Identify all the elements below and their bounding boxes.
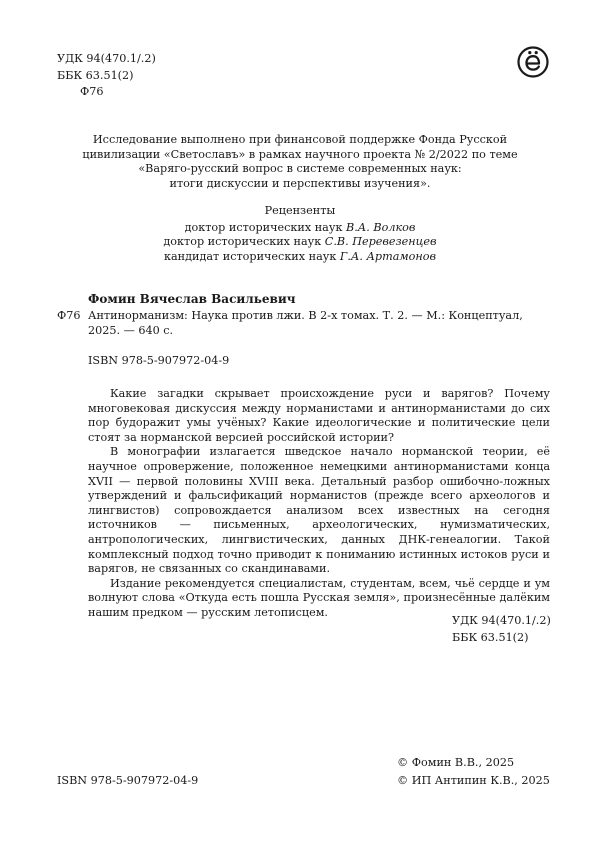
reviewer-line (0, 235, 600, 250)
reviewer-title: доктор исторических наук (184, 220, 343, 234)
grant-line: Исследование выполнено при финансовой поддержке Фонда Русской (92, 133, 508, 146)
copyright-line: © ИП Антипин К.В., 2025 (397, 773, 550, 787)
entry-author-mark: Ф76 (57, 309, 81, 322)
reviewers-heading: Рецензенты (264, 204, 336, 217)
grant-line: «Варяго-русский вопрос в системе современных наук: (138, 162, 462, 176)
citation (88, 309, 558, 338)
grant-line: цивилизации «Светославъ» в рамках научного проекта № 2/2022 по теме (82, 147, 518, 161)
author-name: Фомин Вячеслав Васильевич (88, 292, 296, 306)
reviewer-title: кандидат исторических наук (164, 249, 337, 263)
abstract-paragraph: Какие загадки скрывает происхождение руси и варягов? Почему многовековая дискуссия между норманистами и антинорманистами до сих пор будоражит умы учёных? Какие идеологические и политические цели стоят за норманской версией российской истории? (88, 387, 550, 444)
yo-letter-logo-icon (517, 46, 549, 78)
reviewer-name: Г.А. Артамонов (339, 249, 436, 263)
reviewer-title: доктор исторических наук (163, 235, 322, 249)
classification-codes (57, 52, 156, 102)
bbk-code: ББК 63.51(2) (57, 68, 134, 82)
grant-line: итоги дискуссии и перспективы изучения». (169, 176, 431, 190)
abstract-paragraph: Издание рекомендуется специалистам, студентам, всем, чьё сердце и ум волнуют слова «Откуда есть пошла Русская земля», произнесённые далёким нашим предком — русским летописцем. (88, 576, 550, 619)
abstract-paragraph: В монографии излагается шведское начало норманской теории, её научное опровержение, положенное немецкими антинорманистами конца XVII — первой половины XVIII века. Детальный разбор ошибочно-ложных утверждений и фальсификаций норманистов (прежде всего археологов и лингвистов) сопровождается анализом всех известных на сегодня источников — письменных, археологических, нумизматических, антропологических, лингвистических, данных ДНК-генеалогии. Такой комплексный подход точно приводит к пониманию истинных истоков руси и варягов, не связанных со скандинавами. (88, 445, 550, 576)
reviewer-line (0, 250, 600, 265)
copyright-line: © Фомин В.В., 2025 (397, 756, 515, 769)
citation-line: Антинорманизм: Наука против лжи. В 2-х томах. Т. 2. — М.: Концептуал, (88, 309, 523, 322)
reviewers-block (0, 204, 600, 264)
entry-isbn: ISBN 978-5-907972-04-9 (88, 354, 230, 367)
abstract (88, 387, 550, 621)
grant-statement (0, 133, 600, 191)
udk-code: УДК 94(470.1/.2) (57, 52, 156, 65)
reviewer-name: С.В. Перевезенцев (324, 235, 437, 249)
reviewer-line (0, 221, 600, 236)
author-mark: Ф76 (80, 85, 104, 98)
footer-udk: УДК 94(470.1/.2) (452, 614, 551, 627)
reviewer-name: В.А. Волков (346, 220, 416, 234)
copyrights (397, 756, 550, 791)
footer-bbk: ББК 63.51(2) (452, 631, 529, 644)
footer-isbn: ISBN 978-5-907972-04-9 (57, 774, 199, 787)
citation-line: 2025. — 640 с. (88, 323, 174, 337)
footer-classification (452, 614, 551, 648)
